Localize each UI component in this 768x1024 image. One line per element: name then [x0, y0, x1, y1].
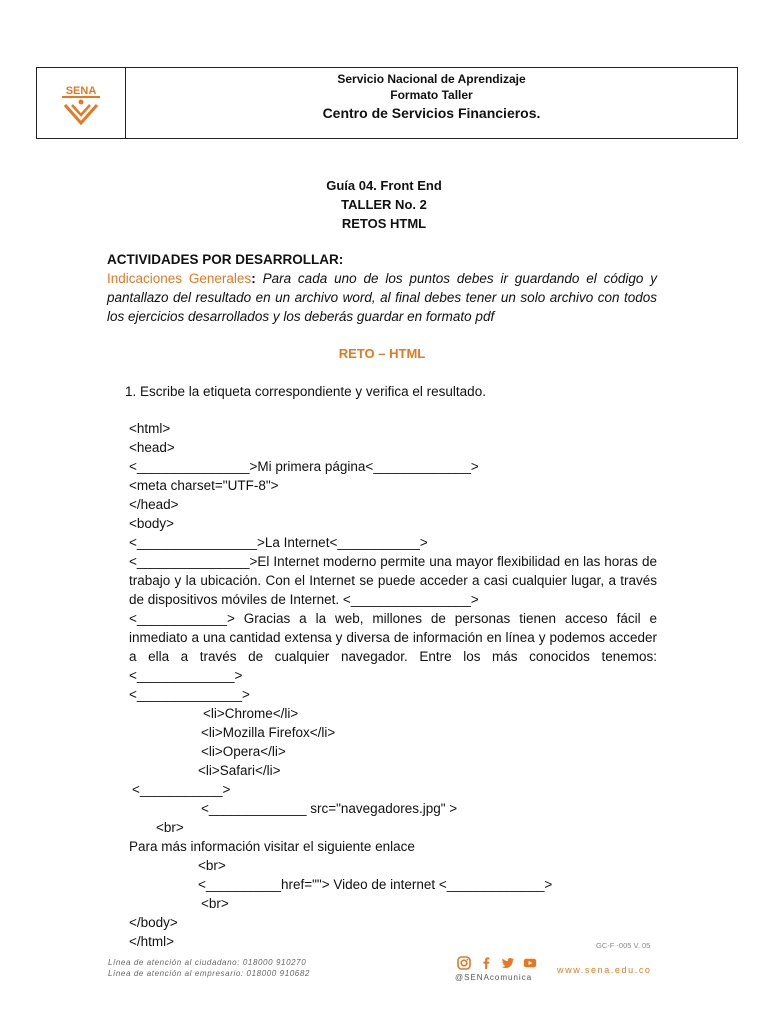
youtube-icon[interactable]	[523, 956, 537, 970]
code-list-item: <li>Opera</li>	[201, 744, 286, 759]
facebook-icon[interactable]	[479, 956, 493, 970]
header-format: Formato Taller	[390, 88, 473, 102]
guide-title-block	[0, 176, 768, 233]
code-paragraph: <____________> Gracias a la web, millones de personas tienen acceso fácil e inmediato a una cantidad extensa y diversa de información en línea y podemos acceder a ella a través de cualquier navegador. Entre los más conocidos tenemos: <_____________>	[129, 611, 657, 683]
activities-heading: ACTIVIDADES POR DESARROLLAR:	[107, 252, 344, 267]
code-paragraph: <_______________>El Internet moderno permite una mayor flexibilidad en las horas de trabajo y la ubicación. Con el Internet se puede acceder a casi cualquier lugar, a través de dispositivos móviles de Internet. <________________>	[129, 554, 657, 607]
header-center: Centro de Servicios Financieros.	[322, 105, 541, 121]
reto-title: RETO – HTML	[338, 346, 426, 361]
website-link[interactable]: www.sena.edu.co	[557, 965, 652, 975]
header-text	[126, 68, 737, 138]
document-header	[36, 67, 738, 139]
contact-lines	[108, 957, 310, 979]
social-icons	[457, 956, 537, 970]
guide-title: Guía 04. Front End	[326, 178, 442, 193]
code-list-item: <li>Chrome</li>	[203, 706, 299, 721]
main-content	[107, 250, 657, 951]
code-line: </head>	[129, 497, 179, 512]
social-handle: @SENAcomunica	[455, 973, 533, 982]
code-line: <__________href=""> Video de internet <_____________>	[198, 877, 553, 892]
svg-text:SENA: SENA	[65, 85, 97, 97]
form-code: GC-F -005 V. 05	[596, 941, 651, 950]
code-line: <br>	[156, 820, 184, 835]
sena-logo-icon	[55, 81, 107, 125]
code-list-item: <li>Safari</li>	[198, 763, 281, 778]
page-footer	[0, 940, 768, 1024]
instructions-label: Indicaciones Generales	[107, 271, 252, 286]
question-1: 1. Escribe la etiqueta correspondiente y verifica el resultado.	[125, 384, 486, 399]
header-institution: Servicio Nacional de Aprendizaje	[337, 72, 526, 86]
retos-title: RETOS HTML	[341, 216, 427, 231]
code-exercise	[107, 419, 657, 951]
code-line: Para más información visitar el siguiente enlace	[129, 839, 415, 854]
business-line: Línea de atención al empresario: 018000 910682	[108, 969, 310, 978]
code-line: <html>	[129, 421, 171, 436]
code-line: <meta charset="UTF-8">	[129, 478, 279, 493]
code-line: </html>	[129, 934, 175, 949]
code-line: </body>	[129, 915, 178, 930]
instagram-icon[interactable]	[457, 956, 471, 970]
code-line: <body>	[129, 516, 175, 531]
code-line: <br>	[201, 896, 229, 911]
code-line: <________________>La Internet<___________>	[129, 535, 428, 550]
general-instructions	[107, 269, 657, 326]
code-line: <______________>	[129, 687, 250, 702]
code-line: <___________>	[132, 782, 231, 797]
instructions-colon: :	[251, 271, 256, 286]
citizen-line: Línea de atención al ciudadano: 018000 910270	[108, 958, 307, 967]
code-line: <head>	[129, 440, 175, 455]
code-line: <_____________ src="navegadores.jpg" >	[201, 801, 458, 816]
code-list-item: <li>Mozilla Firefox</li>	[201, 725, 336, 740]
twitter-icon[interactable]	[501, 956, 515, 970]
taller-title: TALLER No. 2	[341, 197, 427, 212]
instructions-text: Para cada uno de los puntos debes ir guardando el código y pantallazo del resultado en un archivo word, al final debes tener un solo archivo con todos los ejercicios desarrollados y los deberás guardar en formato pdf	[107, 271, 657, 324]
sena-logo	[37, 68, 126, 138]
code-line: <br>	[198, 858, 226, 873]
code-line: <_______________>Mi primera página<_____________>	[129, 459, 479, 474]
